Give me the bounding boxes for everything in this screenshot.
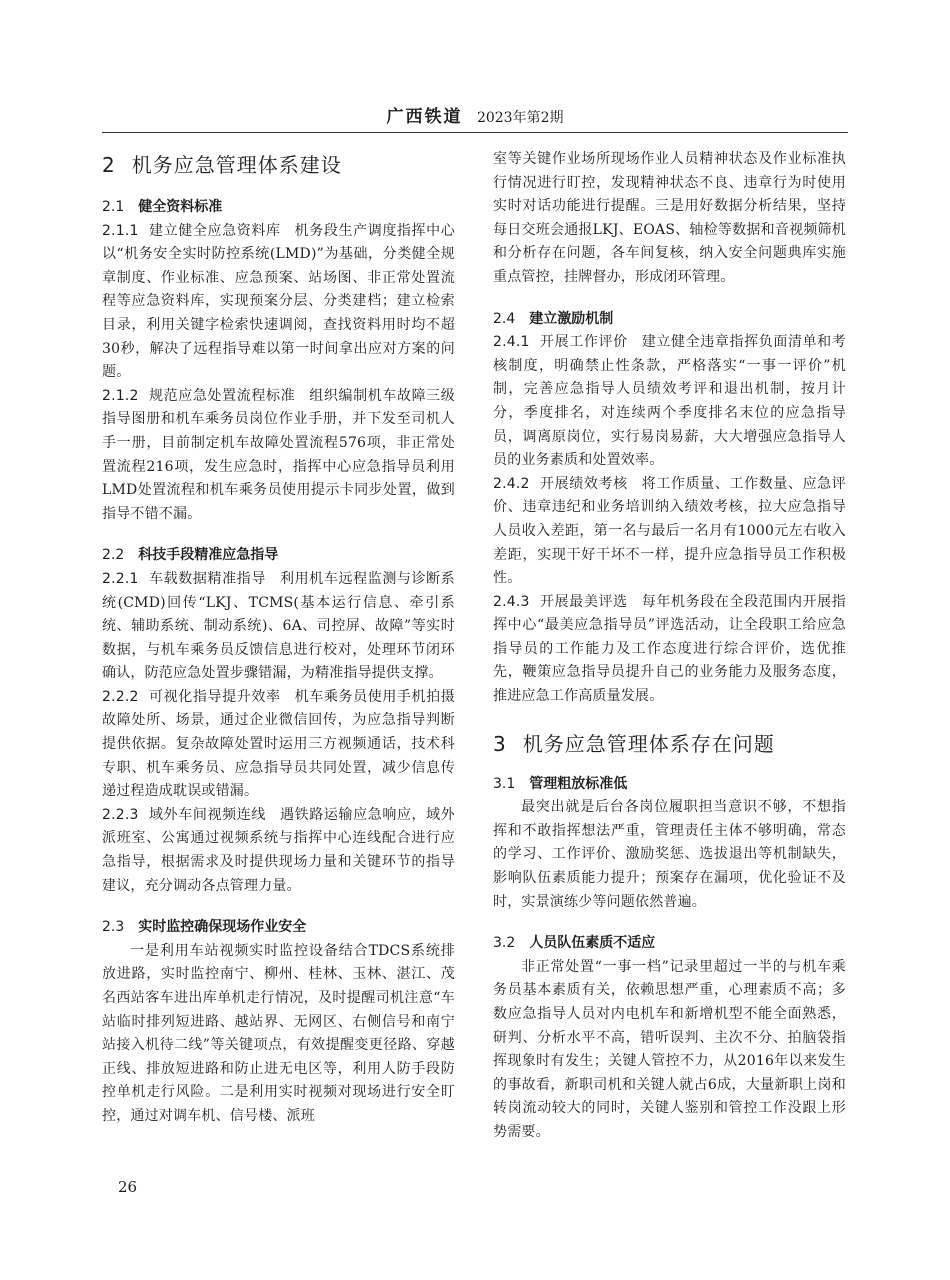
item-title: 开展绩效考核 bbox=[539, 475, 628, 492]
right-column bbox=[493, 148, 846, 1145]
paragraph-2-4-3 bbox=[493, 591, 846, 709]
item-text: 组织编制机车故障三级指导图册和机车乘务员岗位作业手册，并下发至司机人手一册，目前制定机车故障处置流程576项，非正常处置流程216项，发生应急时，指挥中心应急指导员利用LMD处置流程和机车乘务员使用提示卡同步处置，做到指导不错不漏。 bbox=[102, 387, 456, 522]
section-3-heading bbox=[493, 727, 846, 761]
subsection-number: 2.3 bbox=[102, 919, 125, 936]
paragraph-2-2-3 bbox=[102, 804, 455, 898]
subsection-number: 2.4 bbox=[493, 310, 516, 327]
item-text: 利用机车远程监测与诊断系统(CMD)回传“LKJ、TCMS(基本运行信息、牵引系统、辅助系统、制动系统)、6A、司控屏、故障”等实时数据，与机车乘务员反馈信息进行校对，处理环节闭环确认，防范应急处置步骤错漏，为精准指导提供支撑。 bbox=[102, 570, 455, 682]
subsection-2-2-heading bbox=[102, 544, 455, 568]
subsection-2-3-heading bbox=[102, 916, 455, 940]
running-header bbox=[0, 107, 950, 128]
item-text: 将工作质量、工作数量、应急评价、违章违纪和业务培训纳入绩效考核，拉大应急指导人员收入差距，第一名与最后一名月有1000元左右收入差距，实现干好干坏不一样，提升应急指导员工作积极性。 bbox=[493, 475, 846, 587]
subsection-title: 人员队伍素质不适应 bbox=[529, 935, 656, 952]
item-text: 机务段生产调度指挥中心以“机务安全实时防控系统(LMD)”为基础，分类健全规章制度、作业标准、应急预案、站场图、非正常处置流程等应急资料库，实现预案分层、分类建档；建立检索目录，利用关键字检索快速调阅，查找资料用时均不超30秒，解决了远程指导难以第一时间拿出应对方案的问题。 bbox=[102, 222, 455, 381]
paragraph-3-2: 非正常处置“一事一档”记录里超过一半的与机车乘务员基本素质有关，依赖思想严重，心理素质不高；多数应急指导人员对内电机车和新增机型不能全面熟悉，研判、分析水平不高，错听误判、主次不分、拍脑袋指挥现象时有发生；关键人管控不力，从2016年以来发生的事故看，新职司机和关键人就占6成，大量新职上岗和转岗流动较大的同时，关键人鉴别和管控工作没跟上形势需要。 bbox=[493, 958, 846, 1140]
section-2-heading bbox=[102, 148, 455, 182]
item-number: 2.4.2 bbox=[493, 475, 530, 492]
item-title: 域外车间视频连线 bbox=[148, 806, 266, 823]
paragraph-3-1: 最突出就是后台各岗位履职担当意识不够，不想指挥和不敢指挥想法严重，管理责任主体不够明确，常态的学习、工作评价、激励奖惩、选拔退出等机制缺失，影响队伍素质能力提升；预案存在漏项，优化验证不及时，实景演练少等问题依然普遍。 bbox=[493, 799, 846, 910]
paragraph-2-1-1 bbox=[102, 220, 455, 385]
subsection-number: 2.1 bbox=[102, 199, 125, 215]
subsection-2-1-heading bbox=[102, 196, 455, 220]
item-number: 2.1.1 bbox=[102, 222, 139, 239]
subsection-title: 科技手段精准应急指导 bbox=[138, 547, 279, 564]
item-number: 2.1.2 bbox=[102, 387, 139, 404]
item-text: 建立健全违章指挥负面清单和考核制度，明确禁止性条款，严格落实“一事一评价”机制，完善应急指导人员绩效考评和退出机制，按月计分，季度排名，对连续两个季度排名末位的应急指导员，调离原岗位，实行易岗易薪，大大增强应急指导人员的业务素质和处置效率。 bbox=[493, 334, 846, 469]
item-title: 建立健全应急资料库 bbox=[148, 222, 281, 239]
paragraph-2-1-2 bbox=[102, 385, 455, 527]
subsection-number: 2.2 bbox=[102, 547, 125, 564]
subsection-3-2-heading bbox=[493, 932, 846, 956]
item-text: 机车乘务员使用手机拍摄故障处所、场景，通过企业微信回传，为应急指导判断提供依据。复杂故障处置时运用三方视频通话，技术科专职、机车乘务员、应急指导员共同处置，减少信息传递过程造成耽误或错漏。 bbox=[102, 688, 455, 800]
item-title: 规范应急处置流程标准 bbox=[148, 387, 296, 404]
header-rule bbox=[102, 132, 848, 133]
journal-name: 广西铁道 bbox=[386, 107, 463, 127]
paragraph-2-4-2 bbox=[493, 473, 846, 591]
item-title: 开展工作评价 bbox=[539, 334, 628, 351]
left-column bbox=[102, 148, 455, 1129]
subsection-3-1-heading bbox=[493, 773, 846, 797]
subsection-title: 建立激励机制 bbox=[529, 310, 614, 327]
item-number: 2.2.2 bbox=[102, 688, 139, 705]
item-text: 遇铁路运输应急响应，域外派班室、公寓通过视频系统与指挥中心连线配合进行应急指导，根据需求及时提供现场力量和关键环节的指导建议，充分调动各点管理力量。 bbox=[102, 806, 455, 894]
subsection-title: 实时监控确保现场作业安全 bbox=[138, 919, 307, 936]
subsection-number: 3.2 bbox=[493, 935, 516, 952]
journal-issue: 2023年第2期 bbox=[476, 110, 564, 126]
paragraph-2-4-1 bbox=[493, 331, 846, 473]
paragraph-2-3: 一是利用车站视频实时监控设备结合TDCS系统排放进路，实时监控南宁、柳州、桂林、玉林、湛江、茂名西站客车进出库单机走行情况，及时提醒司机注意“车站临时排列短进路、越站界、无网区、右侧信号和南宁站接入机待二线”等关键项点，有效提醒变更径路、穿越正线、排放短进路和防止进无电区等，利用人防手段防控单机走行风险。二是利用实时视频对现场进行安全盯控，通过对调车机、信号楼、派班 bbox=[102, 942, 455, 1124]
subsection-title: 健全资料标准 bbox=[138, 199, 223, 215]
paragraph-2-3-continued: 室等关键作业场所现场作业人员精神状态及作业标准执行情况进行盯控，发现精神状态不良、违章行为时使用实时对话功能进行提醒。三是用好数据分析结果，坚持每日交班会通报LKJ、EOAS、轴检等数据和音视频筛机和分析存在问题，各车间复核，纳入安全问题典库实施重点管控，挂牌督办，形成闭环管理。 bbox=[493, 151, 846, 285]
item-number: 2.4.3 bbox=[493, 593, 530, 610]
subsection-number: 3.1 bbox=[493, 775, 516, 792]
item-title: 车载数据精准指导 bbox=[148, 570, 266, 587]
item-number: 2.2.1 bbox=[102, 570, 139, 587]
section-number: 3 bbox=[493, 731, 507, 756]
subsection-title: 管理粗放标准低 bbox=[529, 775, 628, 792]
item-text: 每年机务段在全段范围内开展指挥中心“最美应急指导员”评选活动，让全段职工给应急指导员的工作能力及工作态度进行综合评价，选优推先，鞭策应急指导员提升自己的业务能力及服务态度，推进应急工作高质量发展。 bbox=[493, 593, 846, 705]
section-title: 机务应急管理体系建设 bbox=[131, 153, 342, 177]
section-number: 2 bbox=[102, 153, 116, 177]
item-number: 2.4.1 bbox=[493, 334, 530, 351]
page-number: 26 bbox=[118, 1178, 138, 1196]
item-title: 开展最美评选 bbox=[539, 593, 628, 610]
paragraph-2-2-1 bbox=[102, 568, 455, 686]
section-title: 机务应急管理体系存在问题 bbox=[522, 731, 775, 756]
item-number: 2.2.3 bbox=[102, 806, 139, 823]
subsection-2-4-heading bbox=[493, 308, 846, 332]
item-title: 可视化指导提升效率 bbox=[148, 688, 281, 705]
paragraph-2-2-2 bbox=[102, 686, 455, 804]
